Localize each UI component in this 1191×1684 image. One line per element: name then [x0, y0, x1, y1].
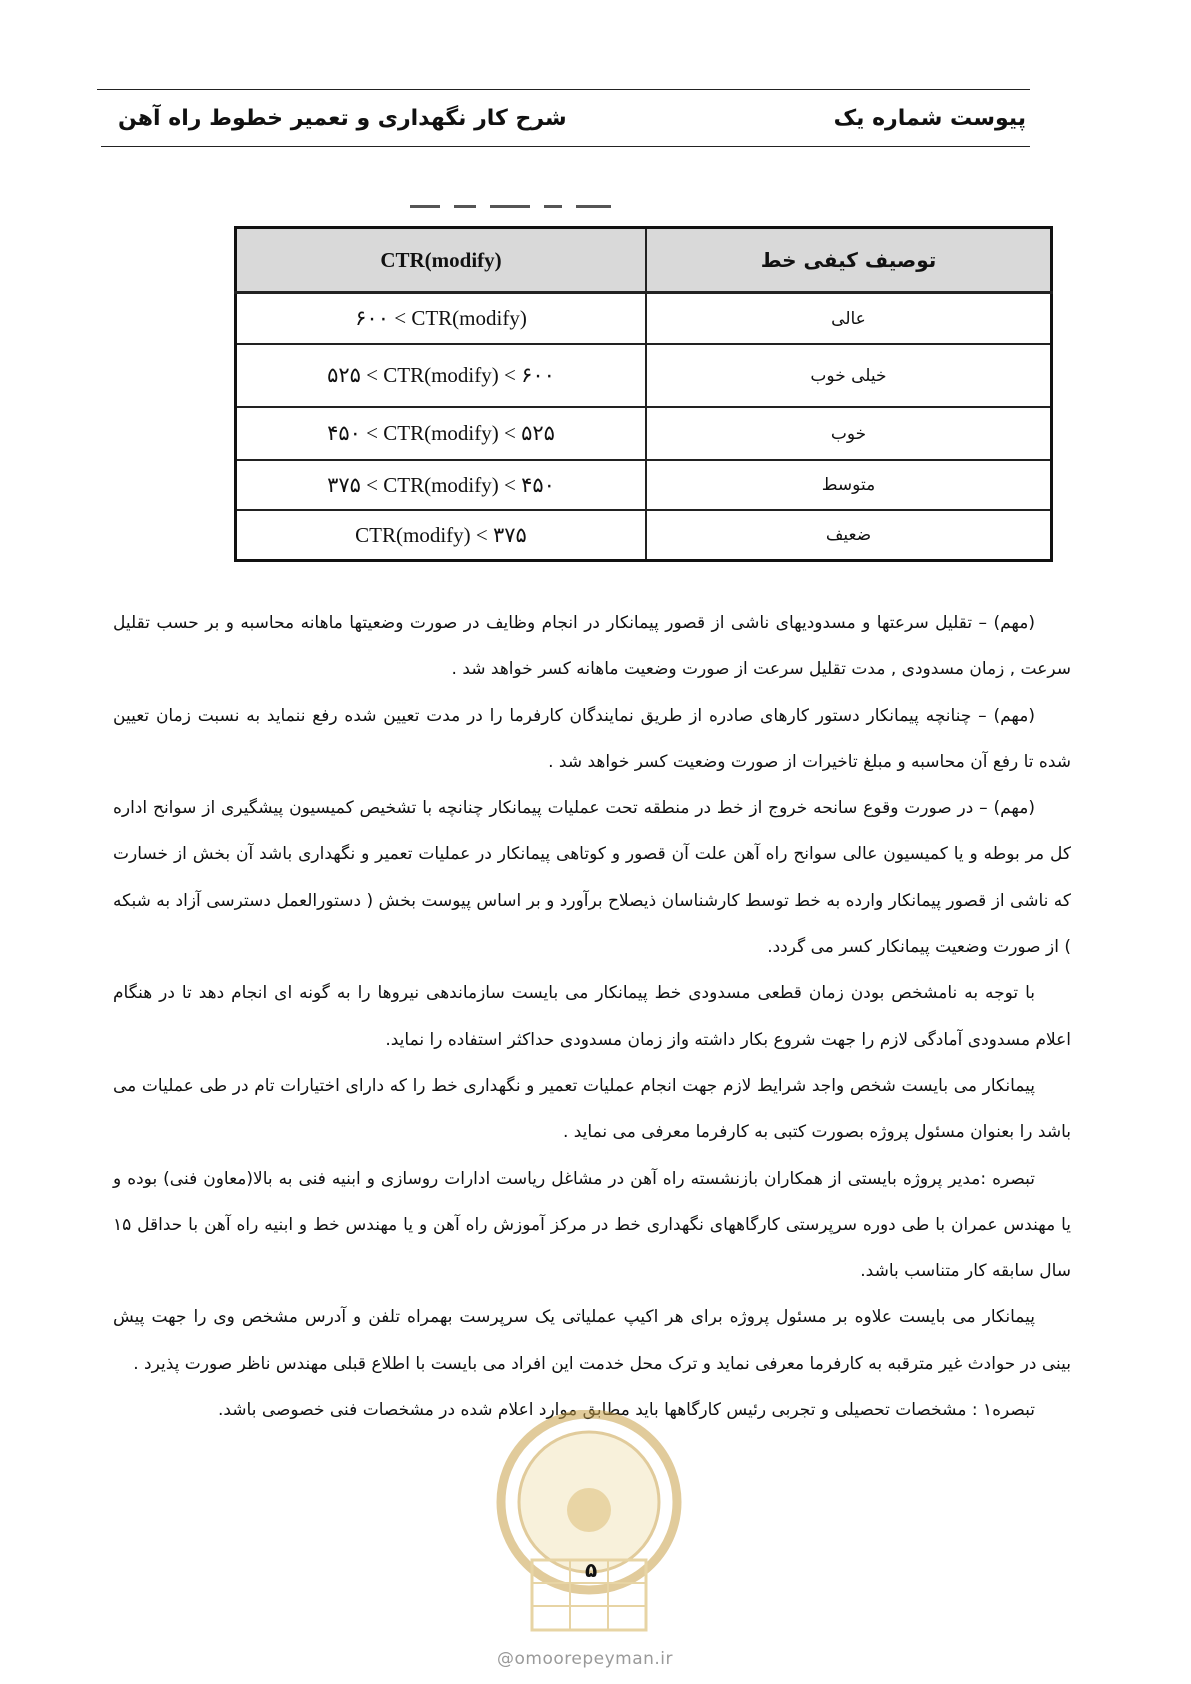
table-row — [236, 407, 1052, 460]
ctr-range-cell: CTR(modify) < ۳۷۵ — [236, 510, 647, 561]
watermark-handle: @omoorepeyman.ir — [497, 1649, 674, 1669]
quality-cell: خیلی خوب — [646, 344, 1052, 407]
ctr-quality-table — [234, 226, 1053, 562]
table-row — [236, 460, 1052, 510]
header-rule-top — [97, 89, 1030, 90]
ctr-range-cell: ۶۰۰ < CTR(modify) — [236, 293, 647, 345]
table-row — [236, 293, 1052, 345]
ctr-range-cell: ۴۵۰ < CTR(modify) < ۵۲۵ — [236, 407, 647, 460]
page-number: ۵ — [585, 1558, 598, 1582]
paragraph-derailment-liability: (مهم) – در صورت وقوع سانحه خروج از خط در منطقه تحت عملیات پیمانکار چنانچه با تشخیص کمیسیون پیشگیری از سوانح اداره کل مر بوطه و یا کمیسیون عالی سوانح راه آهن علت آن قصور و کوتاهی پیمانکار در عملیات تعمیر و نگهداری باشد آن بخش از خسارت که ناشی از قصور پیمانکار وارده به خط توسط کارشناسان ذیصلاح برآورد و بر اساس پیوست بخش ( دستورالعمل دسترسی آزاد به شبکه ) از صورت وضعیت پیمانکار کسر می گردد. — [113, 798, 1071, 958]
paragraph-speed-reduction-penalty: (مهم) – تقلیل سرعتها و مسدودیهای ناشی از قصور پیمانکار در انجام وظایف در صورت وضعیتها ماهانه محاسبه و بر حسب تقلیل سرعت , زمان مسدودی , مدت تقلیل سرعت از صورت وضعیت ماهانه کسر خواهد شد . — [113, 613, 1071, 680]
paragraph-closure-readiness: با توجه به نامشخص بودن زمان قطعی مسدودی خط پیمانکار می بایست سازماندهی نیروها را به گونه ای انجام دهد تا در هنگام اعلام مسدودی آمادگی لازم را جهت شروع بکار داشته واز زمان مسدودی حداکثر استفاده را نماید. — [113, 983, 1071, 1050]
paragraph-manager-note: تبصره :مدیر پروژه بایستی از همکاران بازنشسته راه آهن در مشاغل ریاست ادارات روسازی و ابنیه فنی به بالا(معاون فنی) بوده و یا مهندس عمران با طی دوره سرپرستی کارگاههای نگهداری خط در مرکز آموزش راه آهن و یا مهندس خط و ابنیه راه آهن با حداقل ۱۵ سال سابقه کار متناسب باشد. — [113, 1168, 1071, 1282]
body-text — [113, 600, 1071, 1433]
table-row — [236, 344, 1052, 407]
paragraph-note-1: تبصره۱ : مشخصات تحصیلی و تجربی رئیس کارگاهها باید مطابق موارد اعلام شده در مشخصات فنی خصوصی باشد. — [217, 1400, 1035, 1421]
cropped-caption-line — [410, 205, 630, 211]
paragraph-project-manager: پیمانکار می بایست شخص واجد شرایط لازم جهت انجام عملیات تعمیر و نگهداری خط را که دارای اختیارات تام در طی عملیات می باشد را بعنوان مسئول پروژه بصورت کتبی به کارفرما معرفی می نماید . — [113, 1075, 1071, 1143]
quality-cell: ضعیف — [646, 510, 1052, 561]
paragraph-supervisors: پیمانکار می بایست علاوه بر مسئول پروژه برای هر اکیپ عملیاتی یک سرپرست بهمراه تلفن و آدرس مشخص وی را جهت پیش بینی در حوادث غیر مترقبه به کارفرما معرفی نماید و ترک محل خدمت این افراد می بایست با اطلاع قبلی مهندس ناظر صورت پذیرد . — [113, 1307, 1071, 1374]
ctr-range-cell: ۵۲۵ < CTR(modify) < ۶۰۰ — [236, 344, 647, 407]
quality-cell: عالی — [646, 293, 1052, 345]
header-document-title: شرح کار نگهداری و تعمیر خطوط راه آهن — [118, 106, 567, 131]
quality-cell: متوسط — [646, 460, 1052, 510]
omoor-peyman-stamp-logo — [484, 1410, 694, 1640]
table-row — [236, 510, 1052, 561]
quality-cell: خوب — [646, 407, 1052, 460]
header-rule-bottom — [101, 146, 1030, 147]
description-column-header: توصیف کیفی خط — [646, 228, 1052, 293]
ctr-range-cell: ۳۷۵ < CTR(modify) < ۴۵۰ — [236, 460, 647, 510]
table-header-row — [236, 228, 1052, 293]
header-appendix-title: پیوست شماره یک — [833, 106, 1026, 131]
ctr-column-header: CTR(modify) — [236, 228, 647, 293]
paragraph-work-order-delay: (مهم) – چنانچه پیمانکار دستور کارهای صادره از طریق نمایندگان کارفرما را در مدت تعیین شده رفع ننماید به نسبت زمان تعیین شده تا رفع آن محاسبه و مبلغ تاخیرات از صورت وضعیت کسر خواهد شد . — [113, 705, 1071, 772]
